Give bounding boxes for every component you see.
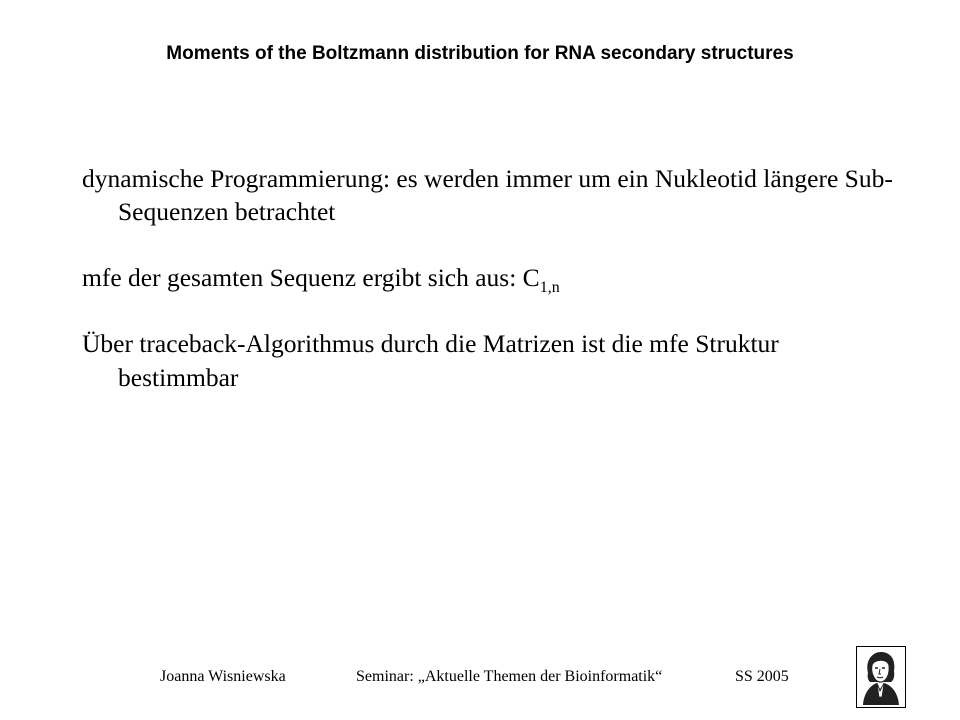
paragraph-text: Über traceback-Algorithmus durch die Matrizen ist die mfe Struktur bestimmbar (82, 329, 779, 392)
footer-seminar: Seminar: „Aktuelle Themen der Bioinformatik“ (356, 668, 663, 685)
paragraph-mfe-result (82, 261, 902, 297)
paragraph-traceback (82, 327, 902, 393)
goethe-portrait-logo-icon (856, 646, 906, 708)
paragraph-dynamic-programming (82, 162, 902, 228)
paragraph-text: mfe der gesamten Sequenz ergibt sich aus: C (82, 263, 540, 293)
footer-author: Joanna Wisniewska (160, 668, 286, 685)
paragraph-text: dynamische Programmierung: es werden immer um ein Nukleotid längere Sub-Sequenzen betrachtet (82, 164, 893, 227)
footer-semester: SS 2005 (735, 668, 789, 685)
slide-content (82, 162, 902, 427)
slide-title: Moments of the Boltzmann distribution for RNA secondary structures (166, 43, 794, 64)
subscript-1-n: 1,n (539, 279, 560, 297)
slide-footer (0, 668, 960, 692)
